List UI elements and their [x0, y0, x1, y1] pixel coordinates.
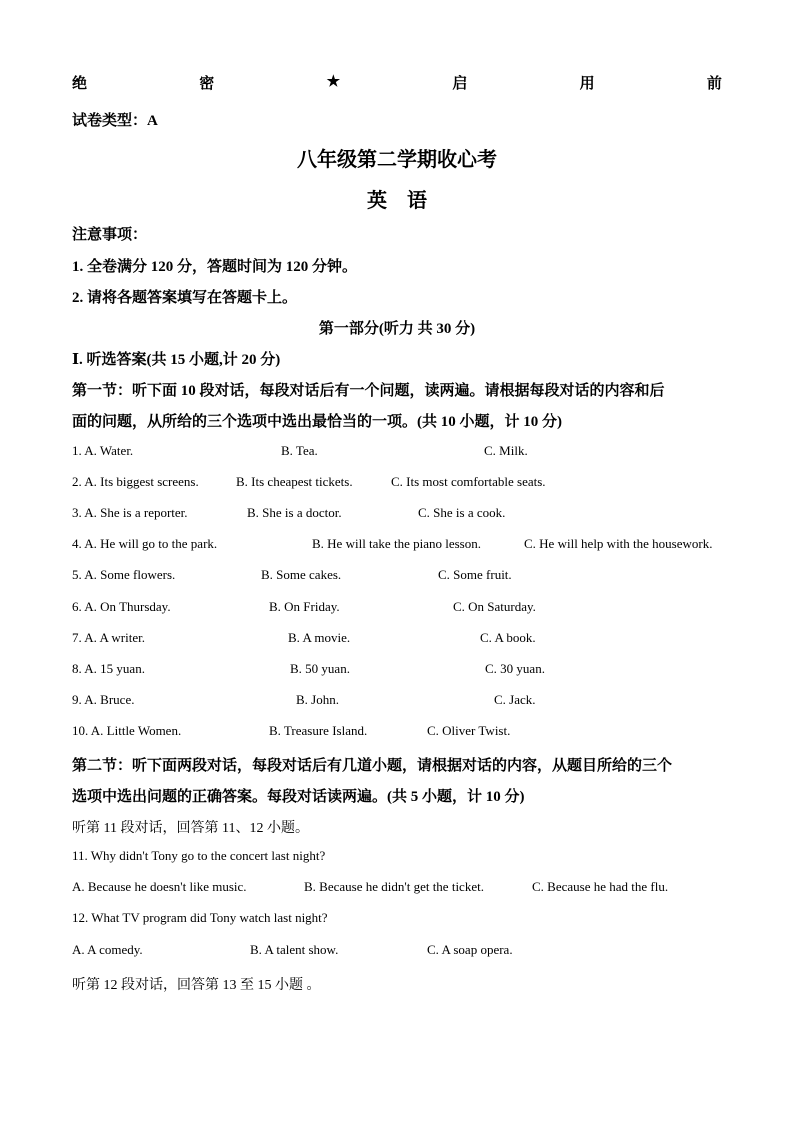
- secret-char: 前: [706, 76, 722, 92]
- option-b: B. She is a doctor.: [247, 505, 342, 520]
- option-b: B. Treasure Island.: [269, 723, 368, 738]
- option-a: 7. A. A writer.: [72, 630, 145, 645]
- secret-char: 用: [579, 76, 595, 92]
- secret-char: 启: [452, 76, 468, 92]
- option-a: 8. A. 15 yuan.: [72, 661, 145, 676]
- question-11: 11. Why didn't Tony go to the concert last night?: [72, 848, 326, 863]
- secret-char: 密: [199, 76, 215, 92]
- option-a: 9. A. Bruce.: [72, 692, 135, 707]
- subsection1-instructions: 面的问题，从所给的三个选项中选出最恰当的一项。(共 10 小题，计 10 分): [72, 414, 562, 430]
- subject-title: 英 语: [367, 190, 427, 212]
- secret-char: 绝: [72, 76, 88, 92]
- note-item: 1. 全卷满分 120 分，答题时间为 120 分钟。: [72, 259, 358, 275]
- notes-heading: 注意事项：: [72, 227, 148, 243]
- option-c: C. He will help with the housework.: [524, 536, 713, 551]
- option-c: C. Jack.: [494, 692, 536, 707]
- option-a: A. A comedy.: [72, 942, 143, 957]
- option-b: B. He will take the piano lesson.: [312, 536, 481, 551]
- option-b: B. A movie.: [288, 630, 351, 645]
- option-a: A. Because he doesn't like music.: [72, 879, 247, 894]
- option-b: B. On Friday.: [269, 599, 340, 614]
- option-b: B. 50 yuan.: [290, 661, 350, 676]
- option-c: C. Milk.: [484, 443, 528, 458]
- subsection2-instructions: 第二节：听下面两段对话，每段对话后有几道小题，请根据对话的内容，从题目所给的三个: [72, 758, 673, 774]
- option-b: B. Its cheapest tickets.: [236, 474, 353, 489]
- part1-heading: 第一部分(听力 共 30 分): [318, 321, 476, 337]
- option-a: 2. A. Its biggest screens.: [72, 474, 199, 489]
- option-c: C. Oliver Twist.: [427, 723, 511, 738]
- option-c: C. A soap opera.: [427, 942, 513, 957]
- option-c: C. On Saturday.: [453, 599, 536, 614]
- option-a: 10. A. Little Women.: [72, 723, 182, 738]
- option-a: 3. A. She is a reporter.: [72, 505, 188, 520]
- secret-header: [72, 72, 722, 93]
- option-a: 5. A. Some flowers.: [72, 567, 176, 582]
- option-b: B. Tea.: [281, 443, 318, 458]
- option-c: C. Its most comfortable seats.: [391, 474, 546, 489]
- dialog-intro: 听第 11 段对话，回答第 11、12 小题。: [72, 821, 309, 836]
- subsection1-instructions: 第一节：听下面 10 段对话，每段对话后有一个问题，读两遍。请根据每段对话的内容和后: [72, 383, 665, 399]
- section-heading: Ⅰ. 听选答案(共 15 小题,计 20 分): [72, 352, 281, 368]
- dialog-intro: 听第 12 段对话，回答第 13 至 15 小题 。: [72, 978, 321, 993]
- paper-type: 试卷类型：A: [72, 113, 158, 129]
- option-c: C. 30 yuan.: [485, 661, 545, 676]
- option-c: C. A book.: [480, 630, 536, 645]
- note-item: 2. 请将各题答案填写在答题卡上。: [72, 290, 298, 306]
- option-a: 1. A. Water.: [72, 443, 134, 458]
- option-b: B. John.: [296, 692, 339, 707]
- option-c: C. Some fruit.: [438, 567, 512, 582]
- option-a: 4. A. He will go to the park.: [72, 536, 218, 551]
- option-b: B. Because he didn't get the ticket.: [304, 879, 484, 894]
- option-c: C. Because he had the flu.: [532, 879, 669, 894]
- option-a: 6. A. On Thursday.: [72, 599, 171, 614]
- option-b: B. A talent show.: [250, 942, 339, 957]
- exam-title: 八年级第二学期收心考: [297, 149, 497, 171]
- option-c: C. She is a cook.: [418, 505, 506, 520]
- star-icon: ★: [326, 74, 341, 90]
- subsection2-instructions: 选项中选出问题的正确答案。每段对话读两遍。(共 5 小题，计 10 分): [72, 789, 525, 805]
- question-12: 12. What TV program did Tony watch last night?: [72, 910, 328, 925]
- option-b: B. Some cakes.: [261, 567, 342, 582]
